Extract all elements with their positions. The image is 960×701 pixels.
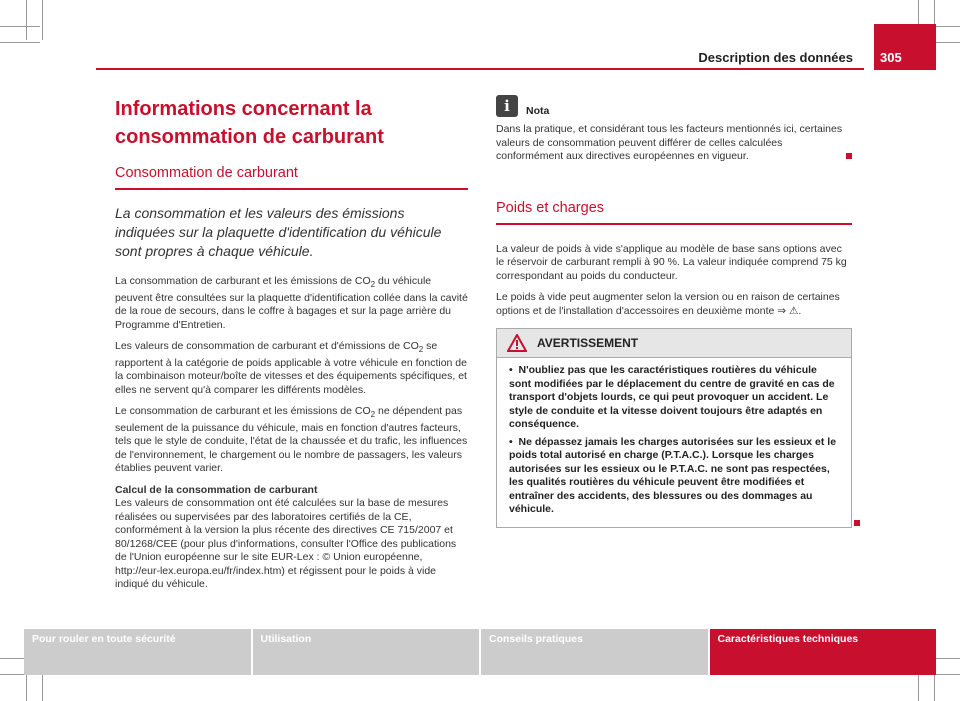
crop-mark <box>26 0 27 40</box>
chapter-tabs <box>24 629 936 675</box>
lead-paragraph: La consommation et les valeurs des émissions indiquées sur la plaquette d'identification du véhicule sont propres à chaque véhicule. <box>115 205 442 259</box>
warning-box <box>496 328 852 528</box>
section-title: Description des données <box>698 50 853 65</box>
note-header <box>496 95 852 117</box>
tab-safety[interactable]: Pour rouler en toute sécurité <box>24 629 251 675</box>
weights-paragraph-1: La valeur de poids à vide s'applique au modèle de base sans options avec le réservoir de carburant rempli à 90 %. La valeur indiquée comprend 75 kg correspondant au poids du conducteur. <box>496 242 847 282</box>
left-column <box>115 95 468 600</box>
calculation-heading: Calcul de la consommation de carburant <box>115 483 318 496</box>
header-rule <box>96 68 864 70</box>
right-column <box>496 95 852 528</box>
weights-title: Poids et charges <box>496 200 852 225</box>
warning-body <box>497 358 851 527</box>
end-marker <box>854 520 860 526</box>
crop-mark <box>0 26 40 27</box>
note-text: Dans la pratique, et considérant tous les facteurs mentionnés ici, certaines valeurs de consommation peuvent différer de celles calculées conformément aux directives européennes en vigueur. <box>496 123 843 162</box>
weights-body <box>496 243 852 319</box>
info-icon: i <box>496 95 518 117</box>
end-marker <box>846 153 852 159</box>
paragraph-3: Le consommation de carburant et les émissions de $CO_2$ ne dépendent pas seulement de la puissance du véhicule, mais en fonction d'autres facteurs, tels que le style de conduite, l'état de la chaussée et du trafic, les influences de l'environnement, le chargement ou le nombre de passagers, les valeurs établies peuvent varier. <box>115 405 468 475</box>
body-text <box>115 275 468 592</box>
warning-icon <box>507 334 527 352</box>
warning-item: • Ne dépassez jamais les charges autorisées sur les essieux et le poids total autorisé en charge (P.T.A.C.). Lorsque les charges autorisées sur les essieux ou le P.T.A.C. ne sont pas respectées, les qualités routières du véhicule peuvent être modifiées et entraîner des accidents, des blessures ou des dommages au véhicule. <box>509 435 837 515</box>
paragraph-1: La consommation de carburant et les émissions de $CO_2$ du véhicule peuvent être consultées sur la plaquette d'identification collée dans la cavité de la roue de secours, dans le coffre à bagages et sur la page arrière du Programme d'Entretien. <box>115 275 468 331</box>
crop-mark <box>42 0 43 40</box>
note-body <box>496 123 852 164</box>
paragraph-2: Les valeurs de consommation de carburant et d'émissions de $CO_2$ se rapportent à la catégorie de poids applicable à votre véhicule en fonction de la combinaison moteur/boîte de vitesses et des équipements spécifiques, et elles ne servent qu'à comparer les différents modèles. <box>115 340 467 396</box>
paragraph-4: Les valeurs de consommation ont été calculées sur la base de mesures réalisées ou supervisées par des laboratoires certifiés de la CE, conformément à la version la plus récente des directives CE 715/2007 et 80/1268/CEE (pour plus d'informations, consulter l'Office des publications de l'Union européenne sur le site EUR-Lex : © Union européenne, http://eur-lex.europa.eu/fr/index.htm) et régissent pour le poids à vide indiqué du véhicule. <box>115 497 457 591</box>
page-title: Informations concernant la consommation de carburant <box>115 98 384 148</box>
warning-title: AVERTISSEMENT <box>537 336 639 350</box>
warning-item: • N'oubliez pas que les caractéristiques routières du véhicule sont modifiées par le déplacement du centre de gravité en cas de transport d'objets lourds, ce qui peut provoquer un accident. Le style de conduite et la vitesse doivent toujours être adaptés en conséquence. <box>509 364 835 430</box>
section-subtitle: Consommation de carburant <box>115 165 468 190</box>
tab-practical-tips[interactable]: Conseils pratiques <box>481 629 708 675</box>
tab-operation[interactable]: Utilisation <box>253 629 480 675</box>
weights-paragraph-2: Le poids à vide peut augmenter selon la version ou en raison de certaines options et de l'installation d'accessoires en deuxième monte ⇒ ⚠. <box>496 291 840 317</box>
note-label: Nota <box>526 105 550 117</box>
crop-mark <box>0 42 40 43</box>
page-number: 305 <box>880 50 902 65</box>
warning-header <box>497 329 851 358</box>
tab-technical-data[interactable]: Caractéristiques techniques <box>710 629 937 675</box>
